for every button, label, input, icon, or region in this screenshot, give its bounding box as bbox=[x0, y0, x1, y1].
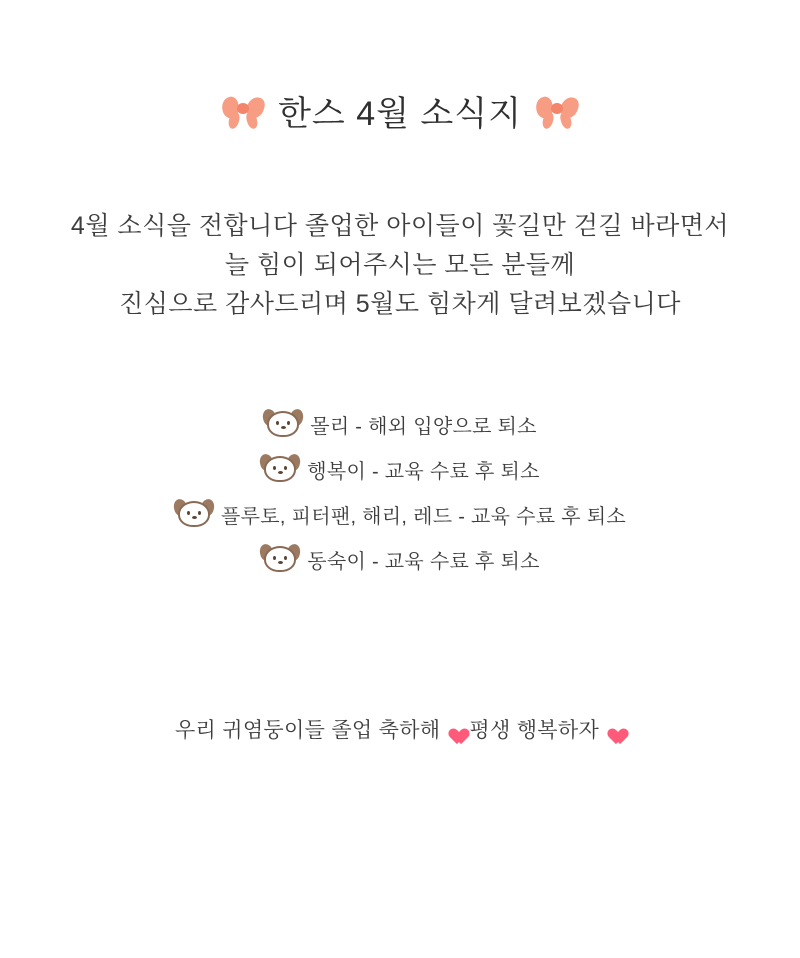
dog-face-icon bbox=[260, 454, 300, 484]
bow-icon bbox=[222, 91, 264, 131]
list-item bbox=[260, 544, 539, 574]
graduate-list bbox=[174, 409, 626, 574]
page-title: 한스 4월 소식지 bbox=[278, 95, 522, 133]
footer-message-part1: 우리 귀염둥이들 졸업 축하해 bbox=[174, 719, 441, 743]
list-item-label: 행복이 - 교육 수료 후 퇴소 bbox=[307, 460, 540, 483]
heart-icon bbox=[604, 720, 623, 739]
dog-face-icon bbox=[260, 544, 300, 574]
footer-message-part2: 평생 행복하자 bbox=[469, 719, 600, 743]
intro-line: 진심으로 감사드리며 5월도 힘차게 달려보겠습니다 bbox=[119, 289, 681, 318]
list-item-label: 몰리 - 해외 입양으로 퇴소 bbox=[310, 415, 537, 438]
footer-message bbox=[175, 714, 625, 744]
intro-line: 4월 소식을 전합니다 졸업한 아이들이 꽃길만 걷길 바라면서 bbox=[70, 212, 730, 240]
list-item-label: 플루토, 피터팬, 해리, 레드 - 교육 수료 후 퇴소 bbox=[221, 505, 626, 528]
bow-icon bbox=[536, 91, 578, 131]
dog-face-icon bbox=[174, 499, 214, 529]
intro-line: 늘 힘이 되어주시는 모든 분들께 bbox=[224, 250, 576, 279]
dog-face-icon bbox=[263, 409, 303, 439]
list-item bbox=[263, 409, 537, 439]
list-item bbox=[260, 454, 539, 484]
page-title-block bbox=[222, 86, 578, 135]
list-item bbox=[174, 499, 626, 529]
heart-icon bbox=[445, 720, 464, 739]
list-item-label: 동숙이 - 교육 수료 후 퇴소 bbox=[307, 550, 540, 573]
intro-paragraph bbox=[71, 207, 729, 323]
